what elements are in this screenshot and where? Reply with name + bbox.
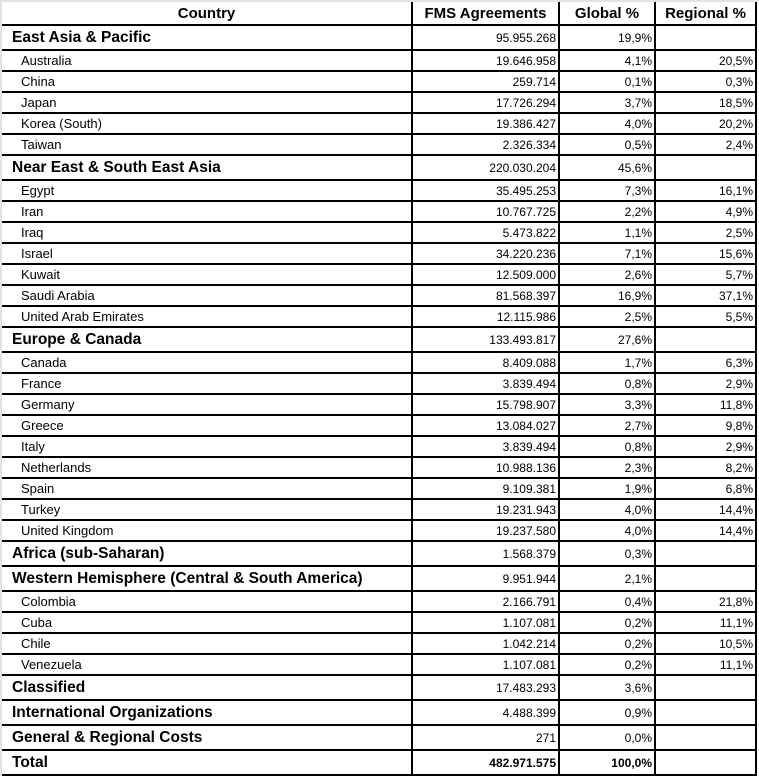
region-row [2, 566, 756, 591]
region-row [2, 725, 756, 750]
cell-global-percent[interactable]: 1,1% [559, 222, 655, 243]
cell-global-percent[interactable]: 4,0% [559, 113, 655, 134]
country-row [2, 50, 756, 71]
cell-regional-percent[interactable] [655, 725, 756, 750]
cell-fms-agreements[interactable]: 12.115.986 [412, 306, 559, 327]
header-row [2, 2, 756, 25]
cell-country-name[interactable]: Classified [2, 675, 412, 700]
cell-global-percent[interactable]: 16,9% [559, 285, 655, 306]
cell-global-percent[interactable]: 3,6% [559, 675, 655, 700]
cell-global-percent[interactable]: 0,2% [559, 612, 655, 633]
cell-country-name[interactable]: General & Regional Costs [2, 725, 412, 750]
country-row [2, 222, 756, 243]
cell-fms-agreements[interactable]: 259.714 [412, 71, 559, 92]
cell-regional-percent[interactable] [655, 155, 756, 180]
cell-fms-agreements[interactable]: 1.107.081 [412, 654, 559, 675]
cell-global-percent[interactable]: 0,2% [559, 654, 655, 675]
cell-regional-percent[interactable]: 4,9% [655, 201, 756, 222]
country-row [2, 499, 756, 520]
country-row [2, 243, 756, 264]
cell-country-name[interactable]: Korea (South) [2, 113, 412, 134]
cell-regional-percent[interactable]: 14,4% [655, 520, 756, 541]
cell-global-percent[interactable]: 4,1% [559, 50, 655, 71]
country-row [2, 591, 756, 612]
cell-regional-percent[interactable] [655, 541, 756, 566]
cell-global-percent[interactable]: 4,0% [559, 520, 655, 541]
cell-country-name[interactable]: Western Hemisphere (Central & South America) [2, 566, 412, 591]
cell-country-name[interactable]: United Kingdom [2, 520, 412, 541]
cell-regional-percent[interactable]: 10,5% [655, 633, 756, 654]
cell-country-name[interactable]: United Arab Emirates [2, 306, 412, 327]
cell-country-name[interactable]: Total [2, 750, 412, 775]
cell-global-percent[interactable]: 2,1% [559, 566, 655, 591]
cell-fms-agreements[interactable]: 5.473.822 [412, 222, 559, 243]
country-row [2, 92, 756, 113]
country-row [2, 373, 756, 394]
cell-fms-agreements[interactable]: 2.166.791 [412, 591, 559, 612]
cell-regional-percent[interactable] [655, 566, 756, 591]
cell-country-name[interactable]: Japan [2, 92, 412, 113]
cell-fms-agreements[interactable]: 95.955.268 [412, 25, 559, 50]
cell-global-percent[interactable]: 2,7% [559, 415, 655, 436]
country-row [2, 201, 756, 222]
country-row [2, 285, 756, 306]
country-row [2, 415, 756, 436]
cell-regional-percent[interactable]: 9,8% [655, 415, 756, 436]
country-row [2, 436, 756, 457]
cell-country-name[interactable]: Egypt [2, 180, 412, 201]
cell-global-percent[interactable]: 45,6% [559, 155, 655, 180]
country-row [2, 394, 756, 415]
country-row [2, 113, 756, 134]
region-row [2, 25, 756, 50]
cell-global-percent[interactable]: 7,1% [559, 243, 655, 264]
cell-fms-agreements[interactable]: 19.646.958 [412, 50, 559, 71]
cell-regional-percent[interactable]: 11,1% [655, 612, 756, 633]
cell-country-name[interactable]: Iran [2, 201, 412, 222]
cell-regional-percent[interactable]: 6,8% [655, 478, 756, 499]
cell-country-name[interactable]: Near East & South East Asia [2, 155, 412, 180]
cell-regional-percent[interactable]: 2,9% [655, 373, 756, 394]
cell-fms-agreements[interactable]: 8.409.088 [412, 352, 559, 373]
cell-fms-agreements[interactable]: 2.326.334 [412, 134, 559, 155]
cell-regional-percent[interactable]: 5,5% [655, 306, 756, 327]
header-regional-percent[interactable]: Regional % [655, 2, 756, 25]
cell-country-name[interactable]: Iraq [2, 222, 412, 243]
cell-regional-percent[interactable] [655, 700, 756, 725]
cell-global-percent[interactable]: 0,2% [559, 633, 655, 654]
cell-fms-agreements[interactable]: 9.109.381 [412, 478, 559, 499]
cell-global-percent[interactable]: 7,3% [559, 180, 655, 201]
cell-fms-agreements[interactable]: 81.568.397 [412, 285, 559, 306]
cell-country-name[interactable]: Colombia [2, 591, 412, 612]
cell-fms-agreements[interactable]: 3.839.494 [412, 373, 559, 394]
cell-fms-agreements[interactable]: 10.767.725 [412, 201, 559, 222]
cell-fms-agreements[interactable]: 19.386.427 [412, 113, 559, 134]
cell-global-percent[interactable]: 2,2% [559, 201, 655, 222]
cell-fms-agreements[interactable]: 133.493.817 [412, 327, 559, 352]
header-fms-agreements[interactable]: FMS Agreements [412, 2, 559, 25]
cell-regional-percent[interactable]: 11,1% [655, 654, 756, 675]
cell-fms-agreements[interactable]: 1.042.214 [412, 633, 559, 654]
cell-global-percent[interactable]: 0,8% [559, 436, 655, 457]
cell-regional-percent[interactable] [655, 25, 756, 50]
cell-fms-agreements[interactable]: 17.726.294 [412, 92, 559, 113]
cell-regional-percent[interactable] [655, 327, 756, 352]
header-global-percent[interactable]: Global % [559, 2, 655, 25]
country-row [2, 352, 756, 373]
cell-regional-percent[interactable]: 15,6% [655, 243, 756, 264]
country-row [2, 264, 756, 285]
cell-fms-agreements[interactable]: 4.488.399 [412, 700, 559, 725]
cell-country-name[interactable]: East Asia & Pacific [2, 25, 412, 50]
country-row [2, 612, 756, 633]
cell-fms-agreements[interactable]: 1.568.379 [412, 541, 559, 566]
cell-global-percent[interactable]: 2,5% [559, 306, 655, 327]
cell-country-name[interactable]: Israel [2, 243, 412, 264]
cell-fms-agreements[interactable]: 482.971.575 [412, 750, 559, 775]
country-row [2, 633, 756, 654]
cell-country-name[interactable]: Germany [2, 394, 412, 415]
cell-regional-percent[interactable]: 0,3% [655, 71, 756, 92]
cell-global-percent[interactable]: 0,3% [559, 541, 655, 566]
region-row [2, 155, 756, 180]
cell-country-name[interactable]: Turkey [2, 499, 412, 520]
cell-global-percent[interactable]: 27,6% [559, 327, 655, 352]
cell-regional-percent[interactable]: 18,5% [655, 92, 756, 113]
region-row [2, 675, 756, 700]
cell-fms-agreements[interactable]: 3.839.494 [412, 436, 559, 457]
cell-fms-agreements[interactable]: 1.107.081 [412, 612, 559, 633]
cell-fms-agreements[interactable]: 12.509.000 [412, 264, 559, 285]
cell-global-percent[interactable]: 19,9% [559, 25, 655, 50]
cell-fms-agreements[interactable]: 13.084.027 [412, 415, 559, 436]
cell-global-percent[interactable]: 0,8% [559, 373, 655, 394]
region-row [2, 700, 756, 725]
cell-regional-percent[interactable]: 6,3% [655, 352, 756, 373]
country-row [2, 306, 756, 327]
cell-global-percent[interactable]: 1,9% [559, 478, 655, 499]
cell-global-percent[interactable]: 3,7% [559, 92, 655, 113]
cell-country-name[interactable]: Chile [2, 633, 412, 654]
cell-regional-percent[interactable]: 5,7% [655, 264, 756, 285]
cell-regional-percent[interactable]: 2,9% [655, 436, 756, 457]
cell-country-name[interactable]: Canada [2, 352, 412, 373]
header-country[interactable]: Country [2, 2, 412, 25]
country-row [2, 478, 756, 499]
cell-regional-percent[interactable]: 2,4% [655, 134, 756, 155]
cell-global-percent[interactable]: 2,3% [559, 457, 655, 478]
cell-regional-percent[interactable] [655, 750, 756, 775]
country-row [2, 134, 756, 155]
cell-global-percent[interactable]: 1,7% [559, 352, 655, 373]
country-row [2, 71, 756, 92]
cell-country-name[interactable]: Italy [2, 436, 412, 457]
cell-regional-percent[interactable]: 20,2% [655, 113, 756, 134]
cell-country-name[interactable]: Europe & Canada [2, 327, 412, 352]
cell-country-name[interactable]: Cuba [2, 612, 412, 633]
cell-country-name[interactable]: Australia [2, 50, 412, 71]
cell-country-name[interactable]: China [2, 71, 412, 92]
cell-global-percent[interactable]: 0,9% [559, 700, 655, 725]
cell-regional-percent[interactable]: 11,8% [655, 394, 756, 415]
country-row [2, 654, 756, 675]
cell-regional-percent[interactable]: 8,2% [655, 457, 756, 478]
cell-country-name[interactable]: International Organizations [2, 700, 412, 725]
country-row [2, 520, 756, 541]
cell-fms-agreements[interactable]: 271 [412, 725, 559, 750]
cell-fms-agreements[interactable]: 10.988.136 [412, 457, 559, 478]
cell-country-name[interactable]: Venezuela [2, 654, 412, 675]
cell-country-name[interactable]: Taiwan [2, 134, 412, 155]
cell-regional-percent[interactable]: 20,5% [655, 50, 756, 71]
cell-fms-agreements[interactable]: 9.951.944 [412, 566, 559, 591]
country-row [2, 180, 756, 201]
cell-global-percent[interactable]: 100,0% [559, 750, 655, 775]
region-row [2, 541, 756, 566]
cell-fms-agreements[interactable]: 220.030.204 [412, 155, 559, 180]
cell-global-percent[interactable]: 0,4% [559, 591, 655, 612]
cell-regional-percent[interactable]: 14,4% [655, 499, 756, 520]
cell-global-percent[interactable]: 3,3% [559, 394, 655, 415]
cell-global-percent[interactable]: 2,6% [559, 264, 655, 285]
cell-fms-agreements[interactable]: 19.237.580 [412, 520, 559, 541]
region-row [2, 327, 756, 352]
cell-fms-agreements[interactable]: 17.483.293 [412, 675, 559, 700]
cell-country-name[interactable]: Saudi Arabia [2, 285, 412, 306]
cell-fms-agreements[interactable]: 35.495.253 [412, 180, 559, 201]
cell-country-name[interactable]: France [2, 373, 412, 394]
cell-global-percent[interactable]: 4,0% [559, 499, 655, 520]
cell-regional-percent[interactable] [655, 675, 756, 700]
cell-regional-percent[interactable]: 16,1% [655, 180, 756, 201]
cell-fms-agreements[interactable]: 19.231.943 [412, 499, 559, 520]
cell-regional-percent[interactable]: 21,8% [655, 591, 756, 612]
cell-regional-percent[interactable]: 37,1% [655, 285, 756, 306]
cell-country-name[interactable]: Spain [2, 478, 412, 499]
cell-fms-agreements[interactable]: 34.220.236 [412, 243, 559, 264]
fms-agreements-table [2, 2, 757, 776]
country-row [2, 457, 756, 478]
cell-country-name[interactable]: Africa (sub-Saharan) [2, 541, 412, 566]
cell-country-name[interactable]: Kuwait [2, 264, 412, 285]
cell-global-percent[interactable]: 0,5% [559, 134, 655, 155]
cell-global-percent[interactable]: 0,0% [559, 725, 655, 750]
cell-fms-agreements[interactable]: 15.798.907 [412, 394, 559, 415]
cell-global-percent[interactable]: 0,1% [559, 71, 655, 92]
total-row [2, 750, 756, 775]
cell-country-name[interactable]: Greece [2, 415, 412, 436]
cell-country-name[interactable]: Netherlands [2, 457, 412, 478]
cell-regional-percent[interactable]: 2,5% [655, 222, 756, 243]
